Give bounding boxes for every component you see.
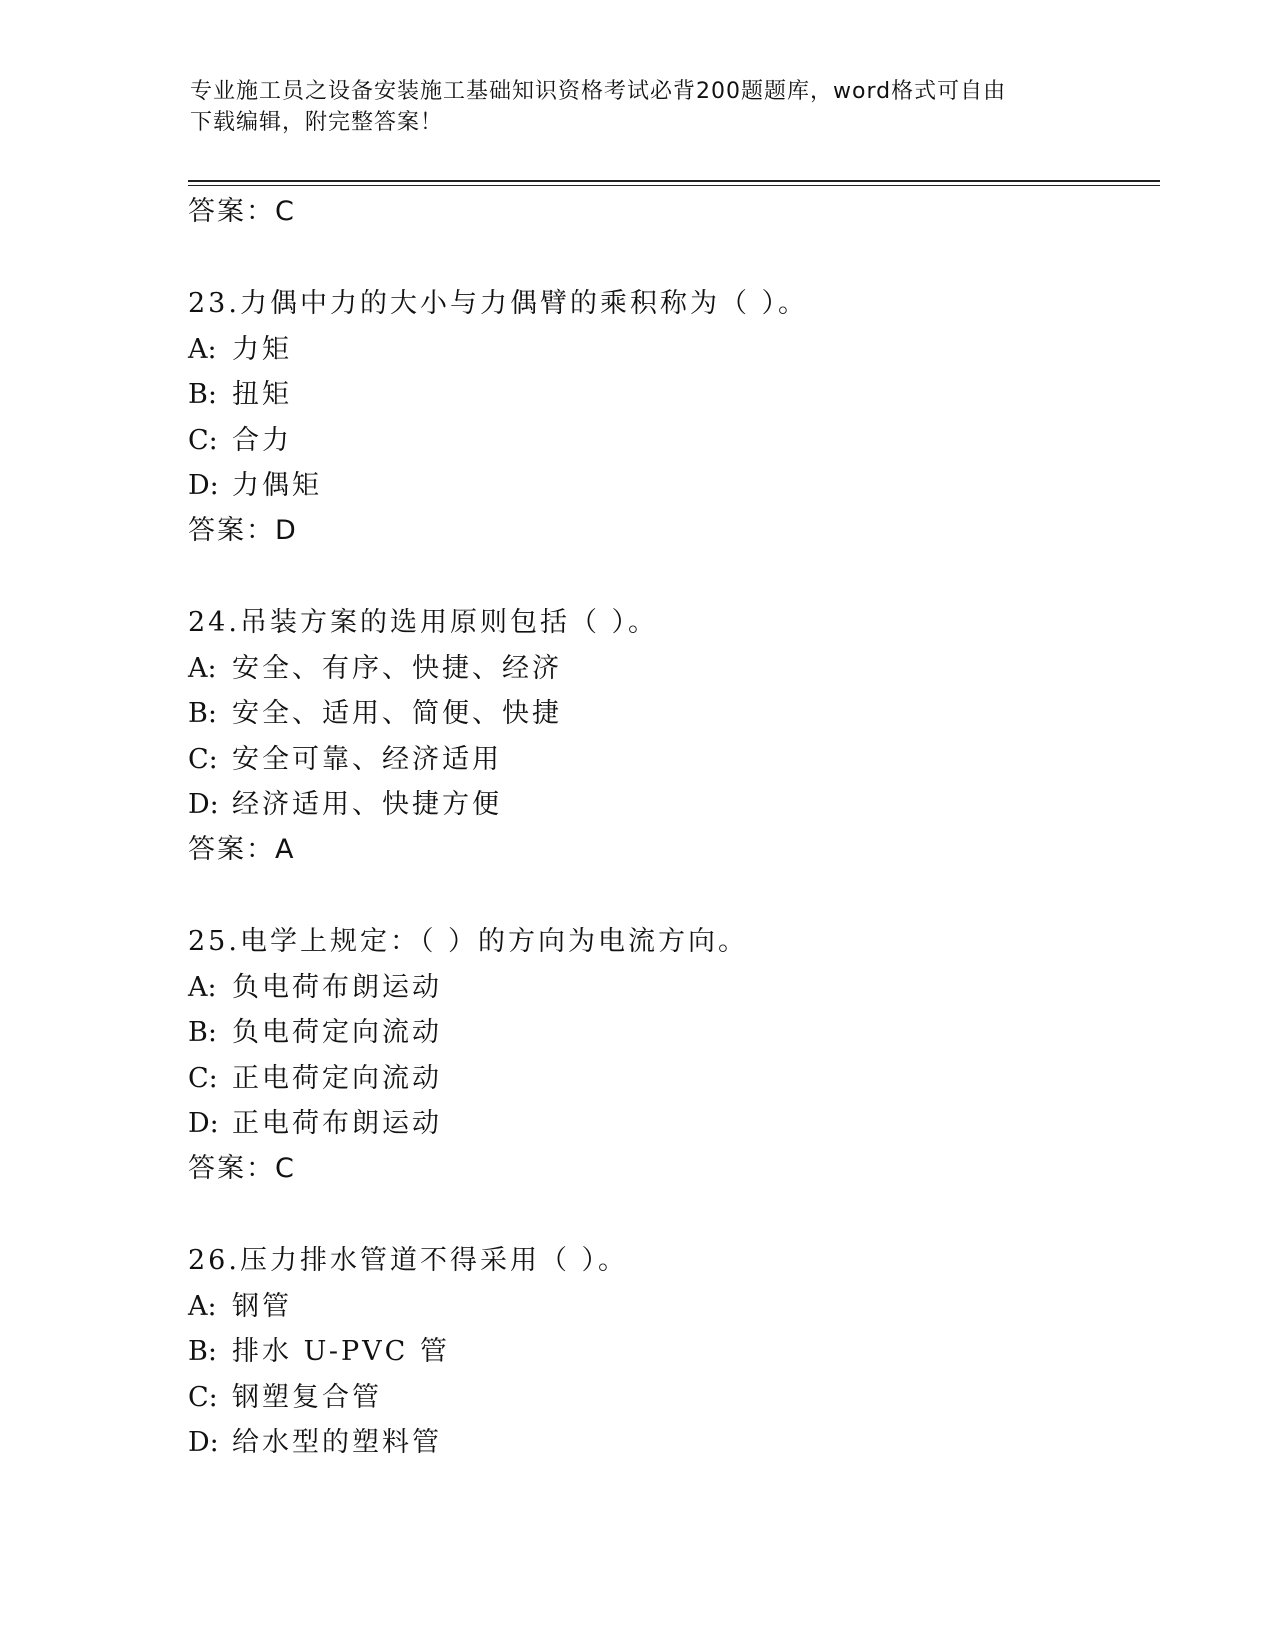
option-letter: C:: [188, 1381, 218, 1413]
option-text: 安全可靠、经济适用: [232, 743, 502, 775]
option-letter: B:: [188, 1017, 217, 1049]
answer-label: 答案：: [188, 196, 275, 227]
option-b: [188, 1329, 1148, 1375]
answer-value: C: [275, 196, 296, 227]
answer-line: [188, 509, 1148, 553]
header-divider-thin: [188, 185, 1160, 186]
option-letter: A:: [188, 971, 217, 1003]
question-stem: 26.压力排水管道不得采用（ ）。: [188, 1244, 629, 1276]
option-c: [188, 418, 1148, 464]
option-text: 安全、有序、快捷、经济: [232, 652, 562, 684]
option-a: [188, 1284, 1148, 1330]
question-26: [188, 1238, 1148, 1466]
option-letter: D:: [188, 470, 219, 502]
option-letter: C:: [188, 743, 218, 775]
question-stem: 23.力偶中力的大小与力偶臂的乘积称为（ ）。: [188, 288, 809, 319]
answer-line-previous: [188, 190, 1148, 234]
option-c: [188, 737, 1148, 783]
option-d: [188, 782, 1148, 828]
option-letter: A:: [188, 1290, 217, 1322]
option-text: 扭矩: [232, 379, 292, 411]
answer-line: [188, 828, 1148, 872]
question-stem: 25.电学上规定：（ ）的方向为电流方向。: [188, 925, 749, 957]
option-a: [188, 327, 1148, 373]
answer-label: 答案：: [188, 1152, 275, 1184]
option-text: 正电荷布朗运动: [232, 1108, 442, 1140]
question-23: [188, 281, 1148, 553]
option-c: [188, 1375, 1148, 1421]
option-text: 正电荷定向流动: [232, 1062, 442, 1094]
option-d: [188, 1101, 1148, 1147]
option-a: [188, 965, 1148, 1011]
option-b: [188, 691, 1148, 737]
option-letter: B:: [188, 379, 217, 411]
option-text: 力偶矩: [232, 470, 322, 502]
option-letter: D:: [188, 1427, 219, 1459]
document-header: [190, 76, 1090, 138]
header-title-line-1: 专业施工员之设备安装施工基础知识资格考试必背200题题库，word格式可自由: [190, 79, 1007, 104]
question-24: [188, 600, 1148, 872]
question-list: [188, 190, 1148, 1466]
header-title-line-2: 下载编辑，附完整答案！: [190, 110, 444, 135]
option-d: [188, 1420, 1148, 1466]
option-d: [188, 463, 1148, 509]
option-text: 负电荷定向流动: [232, 1017, 442, 1049]
answer-line: [188, 1147, 1148, 1191]
answer-label: 答案：: [188, 833, 275, 865]
option-text: 合力: [232, 424, 292, 456]
question-25: [188, 919, 1148, 1191]
option-letter: D:: [188, 789, 219, 821]
answer-label: 答案：: [188, 514, 275, 546]
option-text: 力矩: [232, 333, 292, 365]
option-letter: C:: [188, 1062, 218, 1094]
option-b: [188, 372, 1148, 418]
option-b: [188, 1010, 1148, 1056]
option-letter: B:: [188, 698, 217, 730]
option-text: 安全、适用、简便、快捷: [232, 698, 562, 730]
option-letter: D:: [188, 1108, 219, 1140]
option-text: 负电荷布朗运动: [232, 971, 442, 1003]
option-letter: B:: [188, 1336, 217, 1368]
option-c: [188, 1056, 1148, 1102]
answer-value: A: [275, 833, 296, 865]
option-text: 钢塑复合管: [232, 1381, 382, 1413]
option-text: 排水 U-PVC 管: [232, 1336, 450, 1368]
question-stem: 24.吊装方案的选用原则包括（ ）。: [188, 606, 659, 638]
answer-value: C: [275, 1152, 296, 1184]
option-letter: A:: [188, 333, 217, 365]
option-a: [188, 646, 1148, 692]
header-divider-thick: [188, 180, 1160, 182]
option-text: 给水型的塑料管: [232, 1427, 442, 1459]
answer-value: D: [275, 514, 298, 546]
option-letter: C:: [188, 424, 218, 456]
option-text: 钢管: [232, 1290, 292, 1322]
option-letter: A:: [188, 652, 217, 684]
option-text: 经济适用、快捷方便: [232, 789, 502, 821]
